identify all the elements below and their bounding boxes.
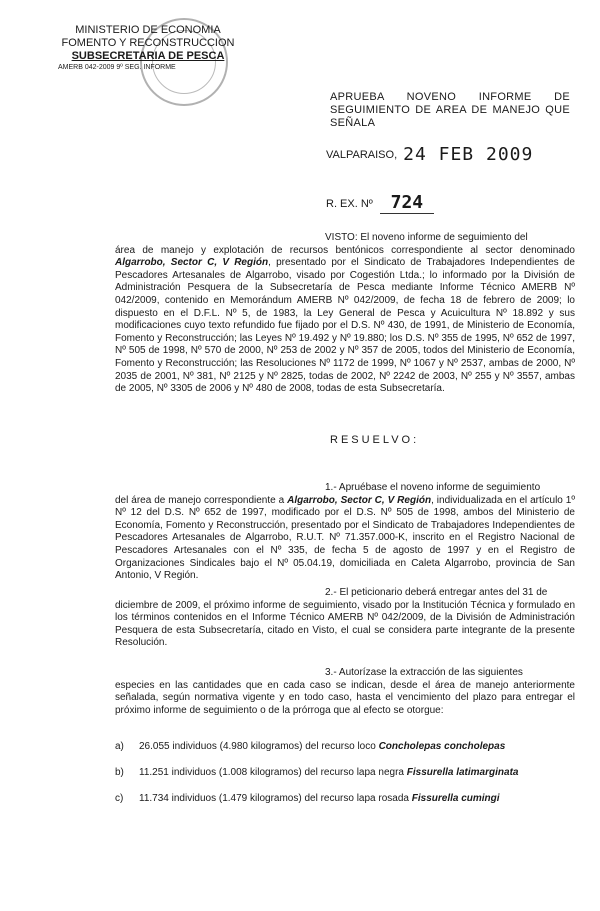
resolution-point-2 xyxy=(115,587,575,650)
document-subject: APRUEBA NOVENO INFORME DE SEGUIMIENTO DE AREA DE MANEJO QUE SEÑALA xyxy=(330,91,570,129)
visto-sector: Algarrobo, Sector C, V Región xyxy=(115,257,269,269)
resolution-number-value: 724 xyxy=(380,192,434,214)
resolution-point-1 xyxy=(115,482,575,583)
list-item-text: 26.055 individuos (4.980 kilogramos) del recurso loco xyxy=(139,741,379,752)
point1-text-b: , individualizada en el artículo 1º Nº 12 del D.S. Nº 652 de 1997, modificado por el D.S. Nº 505 de 1998, ambos del Ministerio de Economía, Fomento y Reconstrucción, presentado por el Sindicato de Trabajadores Independientes de Pescadores Artesanales de Algarrobo, R.U.T. Nº 71.357.000-K, inscrito en el Registro Nacional de Pescadores Artesanales con el Nº 335, de fecha 5 de agosto de 1997 y en el Registro de Organizaciones Sindicales bajo el Nº 05.04.19, domiciliada en Caleta Algarrobo, provincia de San Antonio, V Región. xyxy=(115,494,576,582)
letterhead-ministry: MINISTERIO DE ECONOMIA xyxy=(75,24,221,36)
point2-text: diciembre de 2009, el próximo informe de seguimiento, visado por la Institución Técnica y formulado en los términos contenidos en el Informe Técnico AMERB Nº 042/2009, de la División de Administración Pesquera de esta Subsecretaría, citado en Visto, el cual se considera parte integrante de la presente Resolución. xyxy=(115,599,575,649)
date-stamp: 24 FEB 2009 xyxy=(403,144,534,165)
list-item xyxy=(115,767,575,780)
point3-lead: 3.- Autorízase la extracción de las siguientes xyxy=(325,667,523,678)
resuelvo-heading: RESUELVO: xyxy=(330,434,420,446)
letterhead-subsecretaria: SUBSECRETARIA DE PESCA xyxy=(71,50,225,62)
letterhead xyxy=(48,24,248,72)
point2-lead: 2.- El peticionario deberá entregar antes del 31 de xyxy=(325,587,548,598)
visto-paragraph xyxy=(115,232,575,396)
list-item-mark: c) xyxy=(115,793,124,804)
list-item-mark: b) xyxy=(115,767,124,778)
point1-text-a: del área de manejo correspondiente a xyxy=(115,494,288,506)
letterhead-reference: AMERB 042-2009 9º SEG. INFORME xyxy=(58,64,176,71)
visto-lead: VISTO: El noveno informe de seguimiento del xyxy=(325,232,528,243)
list-item-species: Fissurella cumingi xyxy=(411,793,500,804)
list-item-mark: a) xyxy=(115,741,124,752)
letterhead-ministry-2: FOMENTO Y RECONSTRUCCION xyxy=(61,37,235,49)
place: VALPARAISO, xyxy=(326,149,398,161)
resolution-label: R. EX. Nº xyxy=(326,198,373,210)
place-date xyxy=(326,144,533,165)
list-item-text: 11.734 individuos (1.479 kilogramos) del recurso lapa rosada xyxy=(139,793,412,804)
point1-sector: Algarrobo, Sector C, V Región xyxy=(287,494,432,506)
visto-text-a: área de manejo y explotación de recursos bentónicos correspondiente al sector denominado xyxy=(115,244,575,256)
point3-text: especies en las cantidades que en cada caso se indican, desde el área de manejo anteriormente señalada, según normativa vigente y en todo caso, hasta el vencimiento del plazo para entregar el próximo informe de seguimiento o de la prórroga que al efecto se otorgue: xyxy=(115,679,575,716)
list-item xyxy=(115,793,575,806)
resolution-point-3 xyxy=(115,667,575,717)
visto-text-b: , presentado por el Sindicato de Trabajadores Independientes de Pescadores Artesanales de Algarrobo, visado por Cogestión Ltda.; lo informado por la División de Administración Pesquera de la Subsecretaría de Pesca mediante Informe Técnico AMERB Nº 042/2009, contenido en Memorándum AMERB Nº 042/2009, de fecha 18 de febrero de 2009; lo dispuesto en el D.F.L. Nº 5, de 1983, la Ley General de Pesca y Acuicultura Nº 18.892 y sus modificaciones cuyo texto refundido fue fijado por el D.S. Nº 430, de 1991, de Ministerio de Economía, Fomento y Reconstrucción; las Leyes Nº 19.492 y Nº 19.880; los D.S. Nº 355 de 1995, Nº 652 de 1997, Nº 505 de 1998, Nº 570 de 2000, Nº 253 de 2002 y Nº 357 de 2005, todos del Ministerio de Economía, Fomento y Reconstrucción; las Resoluciones Nº 1172 de 1999, Nº 1067 y Nº 2537, ambas de 2000, Nº 2035 de 2001, Nº 381, Nº 2125 y Nº 2825, todas de 2002, Nº 2242 de 2003, Nº 255 y Nº 3557, ambas de 2005, Nº 3305 de 2006 y Nº 480 de 2008, todas de esta Subsecretaría. xyxy=(115,257,575,395)
list-item xyxy=(115,741,575,754)
resolution-number xyxy=(326,192,434,214)
list-item-text: 11.251 individuos (1.008 kilogramos) del recurso lapa negra xyxy=(139,767,407,778)
list-item-species: Concholepas concholepas xyxy=(378,741,506,752)
point1-lead: 1.- Apruébase el noveno informe de seguimiento xyxy=(325,482,541,493)
list-item-species: Fissurella latimarginata xyxy=(406,767,519,778)
